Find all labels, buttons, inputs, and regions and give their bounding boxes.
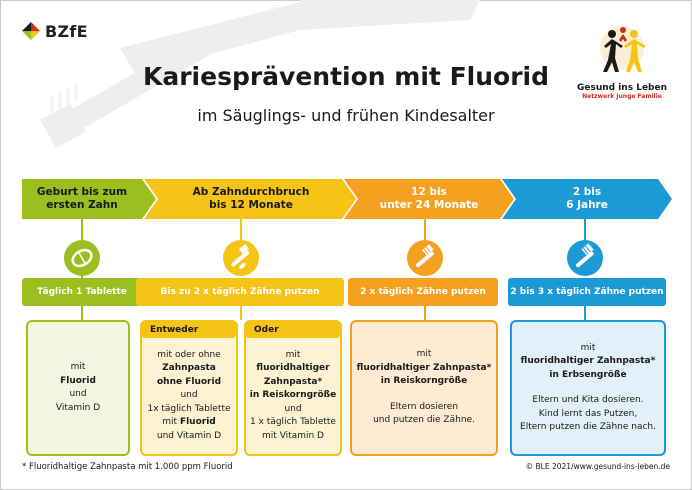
footnote: * Fluoridhaltige Zahnpasta mit 1.000 ppm Fluorid — [22, 462, 233, 472]
stage-2-band: Bis zu 2 x täglich Zähne putzen — [136, 278, 344, 306]
page-title: Kariesprävention mit Fluorid — [142, 62, 549, 91]
stage-1-band: Täglich 1 Tablette — [22, 278, 142, 306]
bzfe-logo-text: BZfE — [45, 21, 88, 41]
stage-3-label: 12 bis unter 24 Monate — [379, 186, 479, 211]
stage-2-connector-lower — [240, 306, 242, 320]
stage-3-band: 2 x täglich Zähne putzen — [348, 278, 498, 306]
stage-4-connector — [584, 219, 586, 240]
stage-1-connector — [81, 219, 83, 240]
stage-3-icon — [407, 240, 443, 276]
stage-1-icon — [64, 240, 100, 276]
stage-3-box: mit fluoridhaltiger Zahnpasta* in Reiskorngröße Eltern dosieren und putzen die Zähne. — [350, 320, 498, 456]
stage-1-label: Geburt bis zum ersten Zahn — [36, 186, 128, 211]
copyright: © BLE 2021/www.gesund-ins-leben.de — [525, 462, 670, 471]
stage-4-box: mit fluoridhaltiger Zahnpasta* in Erbsengröße Eltern und Kita dosieren. Kind lernt das Putzen, Eltern putzen die Zähne nach. — [510, 320, 666, 456]
stage-4-icon — [567, 240, 603, 276]
tablet-icon — [64, 240, 100, 276]
toothbrush-icon — [567, 240, 603, 276]
stage-2-icon — [223, 240, 259, 276]
stage-4-band: 2 bis 3 x täglich Zähne putzen — [508, 278, 666, 306]
stage-3-connector — [424, 219, 426, 240]
stage-2-box-or: mit fluoridhaltiger Zahnpasta* in Reiskorngröße und 1 x täglich Tablette mit Vitamin D — [244, 320, 342, 456]
stage-2-either-heading: Entweder — [142, 322, 236, 338]
stage-4-connector-lower — [584, 306, 586, 320]
toothbrush-icon — [223, 240, 259, 276]
bzfe-logo — [20, 20, 88, 42]
stage-2-box-either: mit oder ohne Zahnpasta ohne Fluorid und 1x täglich Tablette mit Fluorid und Vitamin D — [140, 320, 238, 456]
stage-4-label: 2 bis 6 Jahre — [566, 186, 608, 211]
gil-logo-subtitle: Netzwerk Junge Familie — [582, 93, 662, 100]
stage-2-or-heading: Oder — [246, 322, 340, 338]
stage-2-label: Ab Zahndurchbruch bis 12 Monate — [192, 186, 310, 211]
stage-3-connector-lower — [424, 306, 426, 320]
page-subtitle: im Säuglings- und frühen Kindesalter — [197, 106, 495, 125]
stage-1-box: mit Fluorid und Vitamin D — [26, 320, 130, 456]
gil-logo-name: Gesund ins Leben — [576, 83, 667, 93]
stage-2-connector — [240, 219, 242, 240]
bzfe-logo-mark-icon — [20, 20, 42, 42]
toothbrush-icon — [407, 240, 443, 276]
